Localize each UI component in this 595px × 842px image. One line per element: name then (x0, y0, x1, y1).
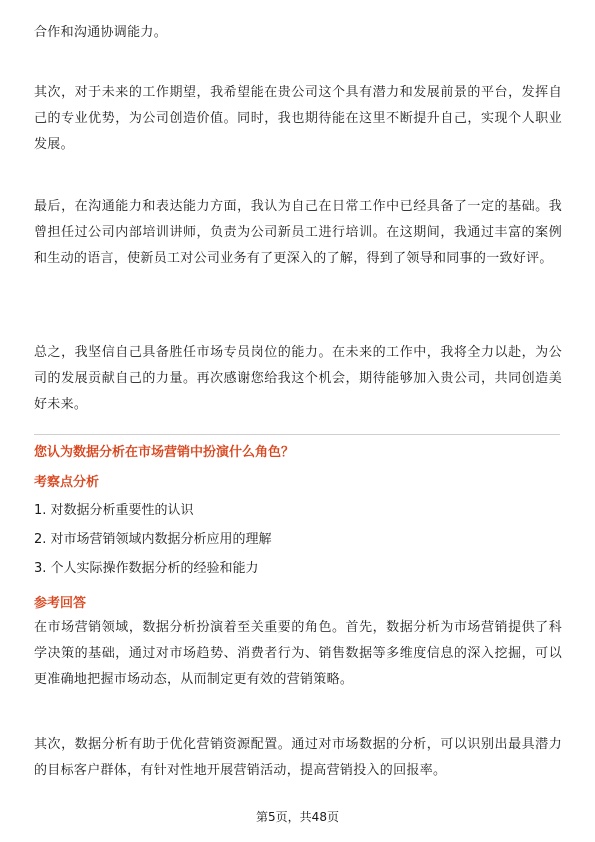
paragraph-intro-end: 合作和沟通协调能力。 (34, 25, 168, 40)
analysis-point: 3. 个人实际操作数据分析的经验和能力 (34, 561, 259, 576)
section-divider (34, 434, 560, 435)
analysis-point: 2. 对市场营销领域内数据分析应用的理解 (34, 532, 272, 547)
analysis-heading: 考察点分析 (34, 475, 100, 490)
analysis-point: 1. 对数据分析重要性的认识 (34, 503, 194, 518)
answer-heading: 参考回答 (34, 596, 87, 611)
paragraph-expectation: 其次，对于未来的工作期望，我希望能在贵公司这个具有潜力和发展前景的平台，发挥自己的专业优势，为公司创造价值。同时，我也期待能在这里不断提升自己，实现个人职业发展。 (34, 85, 562, 152)
page-number: 第5页，共48页 (256, 810, 339, 824)
answer-paragraph: 其次，数据分析有助于优化营销资源配置。通过对市场数据的分析，可以识别出最具潜力的目标客户群体，有针对性地开展营销活动，提高营销投入的回报率。 (34, 737, 562, 778)
answer-paragraph: 在市场营销领域，数据分析扮演着至关重要的角色。首先，数据分析为市场营销提供了科学决策的基础，通过对市场趋势、消费者行为、销售数据等多维度信息的深入挖掘，可以更准确地把握市场动态，从而制定更有效的营销策略。 (34, 620, 562, 687)
paragraph-communication: 最后，在沟通能力和表达能力方面，我认为自己在日常工作中已经具备了一定的基础。我曾担任过公司内部培训讲师，负责为公司新员工进行培训。在这期间，我通过丰富的案例和生动的语言，使新员工对公司业务有了更深入的了解，得到了领导和同事的一致好评。 (34, 199, 562, 266)
paragraph-conclusion: 总之，我坚信自己具备胜任市场专员岗位的能力。在未来的工作中，我将全力以赴，为公司的发展贡献自己的力量。再次感谢您给我这个机会，期待能够加入贵公司，共同创造美好未来。 (34, 345, 562, 412)
interview-question: 您认为数据分析在市场营销中扮演什么角色？ (34, 445, 295, 460)
